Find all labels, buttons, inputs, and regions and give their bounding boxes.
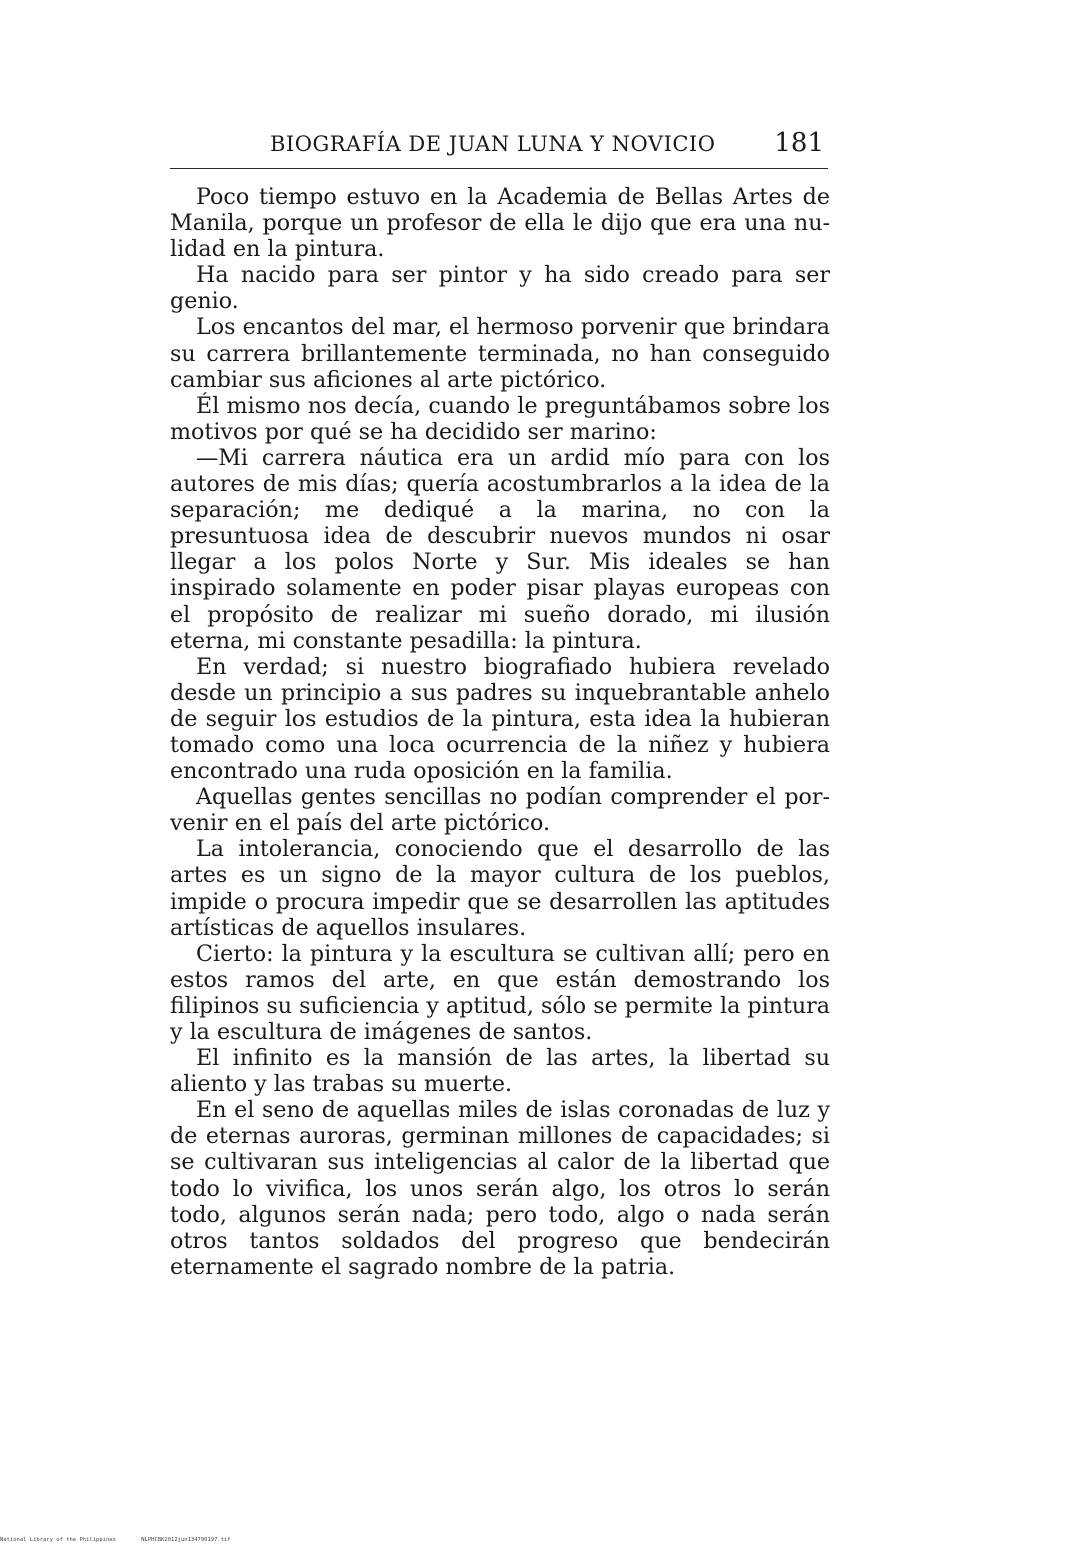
scan-file-id: NLPHCBK2012jun134790197.tif bbox=[141, 1537, 231, 1543]
paragraph: La intolerancia, conociendo que el desarrollo de las artes es un signo de la mayor cultura de los pueblos, impide o procura impedir que se desarrollen las aptitudes artísticas de aquellos insulares. bbox=[170, 836, 830, 941]
library-credit: National Library of the Philippines bbox=[0, 1537, 116, 1543]
header-rule bbox=[170, 168, 828, 169]
paragraph: El infinito es la mansión de las artes, la libertad su aliento y las trabas su muerte. bbox=[170, 1045, 830, 1098]
paragraph: Ha nacido para ser pintor y ha sido creado para ser genio. bbox=[170, 262, 830, 315]
running-head bbox=[170, 130, 828, 166]
paragraph: Poco tiempo estuvo en la Academia de Bellas Artes de Manila, porque un profesor de ella le dijo que era una nulidad en la pintura. bbox=[170, 184, 830, 263]
page-number: 181 bbox=[774, 128, 824, 158]
paragraph: —Mi carrera náutica era un ardid mío para con los autores de mis días; quería acostumbrarlos a la idea de la separación; me dediqué a la marina, no con la presuntuosa idea de descubrir nuevos mundos ni osar llegar a los polos Norte y Sur. Mis ideales se han inspirado solamente en poder pisar playas europeas con el propósito de realizar mi sueño dorado, mi ilusión eterna, mi constante pesadilla: la pintura. bbox=[170, 444, 830, 654]
paragraph: Cierto: la pintura y la escultura se cultivan allí; pero en estos ramos del arte, en que están demostrando los filipinos su suficiencia y aptitud, sólo se permite la pintura y la escultura de imágenes de santos. bbox=[170, 940, 830, 1045]
paragraph: En verdad; si nuestro biografiado hubiera revelado desde un principio a sus padres su inquebrantable anhelo de seguir los estudios de la pintura, esta idea la hubieran tomado como una loca ocurrencia de la niñez y hubiera encontrado una ruda oposición en la familia. bbox=[170, 653, 830, 785]
paragraph: En el seno de aquellas miles de islas coronadas de luz y de eternas auroras, germinan millones de capacidades; si se cultivaran sus inteligencias al calor de la libertad que todo lo vivifica, los unos serán algo, los otros lo serán todo, algunos serán nada; pero todo, algo o nada serán otros tantos soldados del progreso que bendecirán eternamente el sagrado nombre de la patria. bbox=[170, 1097, 830, 1280]
paragraph: Los encantos del mar, el hermoso porvenir que brindara su carrera brillantemente terminada, no han conseguido cambiar sus aficiones al arte pictórico. bbox=[170, 314, 830, 393]
body-text bbox=[170, 184, 830, 1280]
running-title: BIOGRAFÍA DE JUAN LUNA Y NOVICIO bbox=[270, 132, 716, 156]
paragraph: Él mismo nos decía, cuando le preguntábamos sobre los motivos por qué se ha decidido ser marino: bbox=[170, 392, 830, 445]
scan-footer bbox=[0, 1537, 231, 1543]
paragraph: Aquellas gentes sencillas no podían comprender el porvenir en el país del arte pictórico. bbox=[170, 784, 830, 837]
